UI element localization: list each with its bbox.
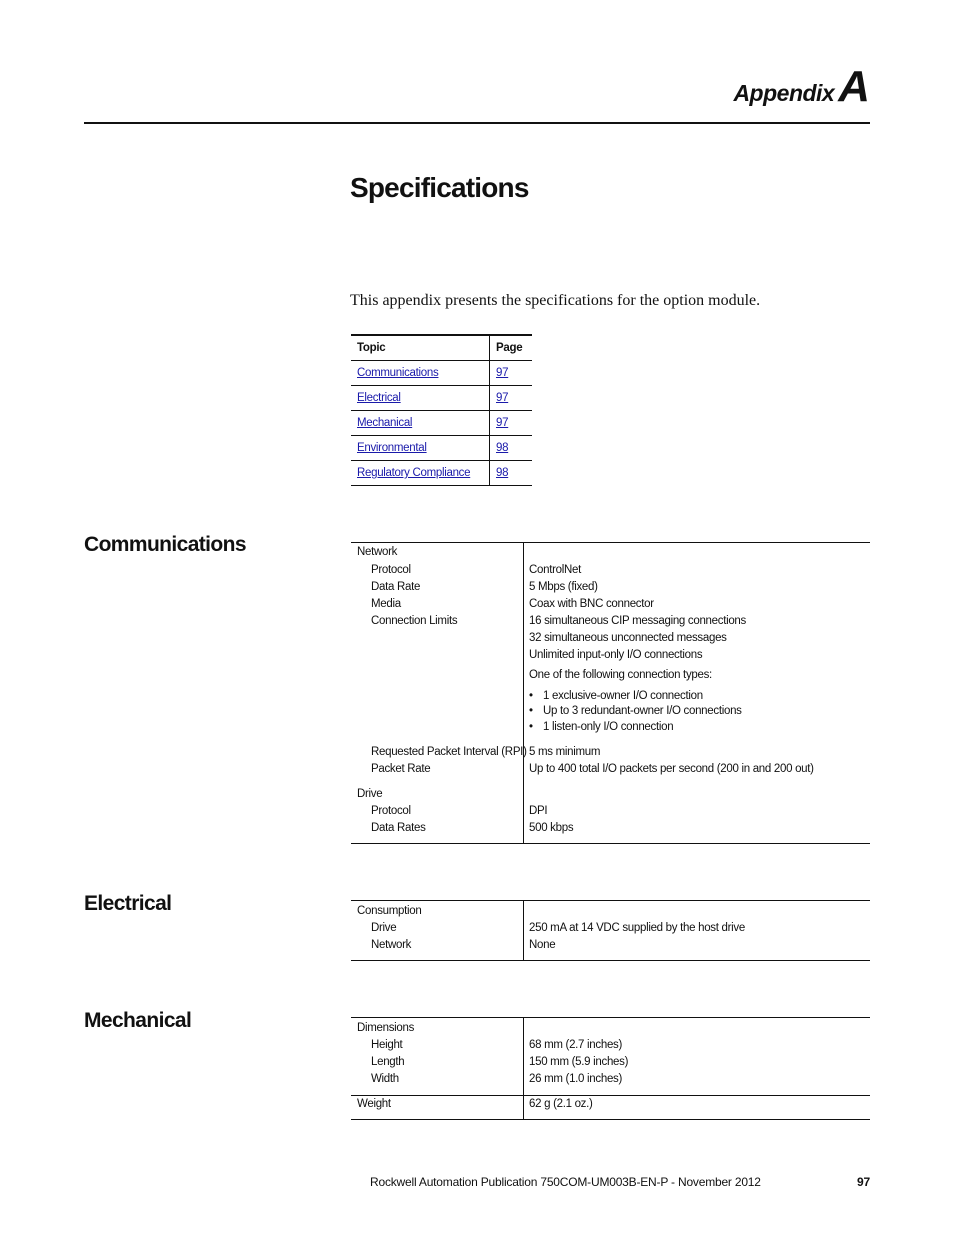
appendix-word: Appendix (733, 80, 835, 106)
height-label: Height (371, 1039, 403, 1051)
drive-data-rates-label: Data Rates (371, 822, 426, 834)
weight-value: 62 g (2.1 oz.) (529, 1098, 593, 1110)
table-bottom-rule (351, 960, 870, 961)
rpi-value: 5 ms minimum (529, 746, 601, 758)
consumption-label: Consumption (357, 905, 422, 917)
page-header: Page (490, 335, 533, 361)
packet-rate-value: Up to 400 total I/O packets per second (200 in and 200 out) (529, 763, 814, 775)
table-row (351, 411, 532, 436)
drive-value: 250 mA at 14 VDC supplied by the host drive (529, 922, 745, 934)
page-link[interactable]: 97 (496, 392, 509, 404)
intro-text: This appendix presents the specifications for the option module. (350, 292, 761, 309)
network-label: Network (371, 939, 412, 951)
media-label: Media (371, 598, 401, 610)
rpi-label: Requested Packet Interval (RPI) (371, 746, 527, 758)
width-label: Width (371, 1073, 399, 1085)
network-value: None (529, 939, 556, 951)
mechanical-heading: Mechanical (84, 1009, 192, 1032)
topic-header: Topic (351, 335, 490, 361)
length-value: 150 mm (5.9 inches) (529, 1056, 629, 1068)
column-divider (523, 901, 524, 961)
length-label: Length (371, 1056, 405, 1068)
drive-label: Drive (371, 922, 397, 934)
page-link[interactable]: 97 (496, 367, 509, 379)
page-link[interactable]: 98 (496, 467, 509, 479)
table-bottom-rule (351, 1119, 870, 1120)
network-label: Network (357, 546, 398, 558)
weight-label: Weight (357, 1098, 391, 1110)
drive-data-rates-value: 500 kbps (529, 822, 574, 834)
connection-limit-value: 16 simultaneous CIP messaging connections (529, 615, 746, 627)
footer-page-number: 97 (857, 1175, 870, 1189)
row-divider (351, 1095, 870, 1096)
appendix-header (620, 62, 870, 112)
topic-link-communications[interactable]: Communications (357, 367, 439, 379)
connection-limits-label: Connection Limits (371, 615, 458, 627)
table-row (351, 361, 532, 386)
table-row (351, 386, 532, 411)
header-rule (84, 122, 870, 124)
page-link[interactable]: 98 (496, 442, 509, 454)
topic-table (351, 334, 532, 486)
table-row (351, 461, 532, 486)
media-value: Coax with BNC connector (529, 598, 654, 610)
packet-rate-label: Packet Rate (371, 763, 431, 775)
protocol-label: Protocol (371, 564, 411, 576)
topic-table-header (351, 335, 532, 361)
page-link[interactable]: 97 (496, 417, 509, 429)
column-divider (523, 543, 524, 844)
drive-protocol-value: DPI (529, 805, 548, 817)
connection-limit-value: Unlimited input-only I/O connections (529, 649, 703, 661)
data-rate-value: 5 Mbps (fixed) (529, 581, 598, 593)
table-bottom-rule (351, 843, 870, 844)
data-rate-label: Data Rate (371, 581, 421, 593)
topic-link-electrical[interactable]: Electrical (357, 392, 401, 404)
drive-protocol-label: Protocol (371, 805, 411, 817)
column-divider (523, 1018, 524, 1120)
dimensions-label: Dimensions (357, 1022, 415, 1034)
width-value: 26 mm (1.0 inches) (529, 1073, 623, 1085)
communications-heading: Communications (84, 533, 246, 556)
page-title: Specifications (350, 172, 529, 203)
height-value: 68 mm (2.7 inches) (529, 1039, 623, 1051)
topic-link-mechanical[interactable]: Mechanical (357, 417, 413, 429)
table-row (351, 436, 532, 461)
topic-link-regulatory-compliance[interactable]: Regulatory Compliance (357, 467, 471, 479)
drive-label: Drive (357, 788, 383, 800)
communications-spec-table: Network Protocol ControlNet Data Rate 5 Mbps (fixed) Media Coax with BNC connector Connection Limits 16 simultaneous CIP messaging connections 32 simultaneous unconnected messages Unlimited input-only I/O connections One of the following connection types: • 1 exclusive-owner I/O connection • Up to 3 redundant-owner I/O connections • 1 listen-only I/O connection Requested Packet Interval (RPI) 5 ms minimum Packet Rate Up to 400 total I/O packets per second (200 in and 200 out) Drive Protocol DPI Data Rates 500 kbps (351, 542, 870, 844)
appendix-letter: A (838, 62, 870, 111)
mechanical-spec-table (351, 1017, 870, 1120)
electrical-heading: Electrical (84, 892, 172, 915)
footer-publication: Rockwell Automation Publication 750COM-UM003B-EN-P - November 2012 (370, 1175, 761, 1189)
protocol-value: ControlNet (529, 564, 581, 576)
connection-limit-value: 32 simultaneous unconnected messages (529, 632, 727, 644)
connection-types-intro: One of the following connection types: (529, 669, 712, 681)
electrical-spec-table (351, 900, 870, 961)
topic-link-environmental[interactable]: Environmental (357, 442, 427, 454)
